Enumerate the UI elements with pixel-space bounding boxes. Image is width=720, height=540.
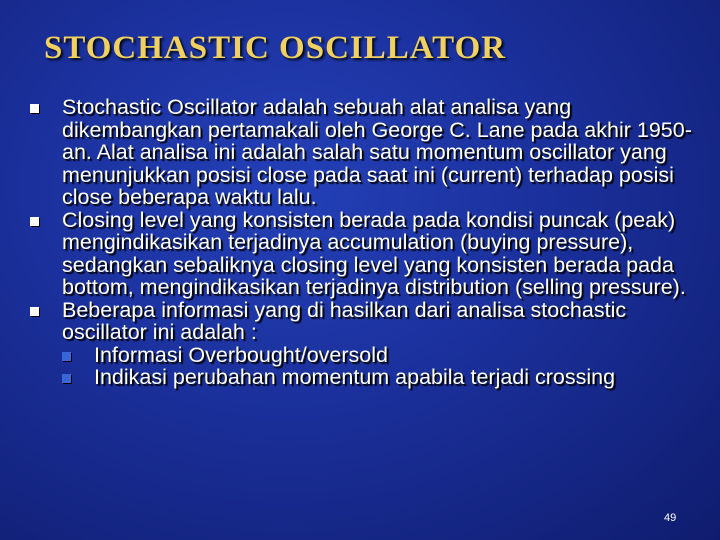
bullet-text-1: Stochastic Oscillator adalah sebuah alat analisa yang dikembangkan pertamakali oleh George C. Lane pada akhir 1950-an. Alat analisa ini adalah salah satu momentum oscillator yang menunjukkan posisi close pada saat ini (current) terhadap posisi close beberapa waktu lalu. (62, 95, 692, 209)
sub-bullet-item-2 (62, 366, 710, 389)
square-bullet-icon (30, 104, 39, 113)
square-bullet-icon (30, 217, 39, 226)
bullet-item-1 (30, 96, 710, 209)
sub-bullet-text-2: Indikasi perubahan momentum apabila terjadi crossing (94, 365, 616, 389)
page-number: 49 (664, 512, 677, 524)
slide-title: STOCHASTIC OSCILLATOR (44, 30, 507, 66)
square-bullet-icon (30, 307, 39, 316)
sub-bullet-text-1: Informasi Overbought/oversold (94, 342, 388, 367)
sub-bullet-list (62, 344, 710, 389)
square-bullet-icon (62, 352, 71, 361)
sub-bullet-item-1 (62, 344, 710, 367)
bullet-item-3 (30, 299, 710, 344)
square-bullet-icon (62, 374, 71, 383)
bullet-text-2: Closing level yang konsisten berada pada kondisi puncak (peak) mengindikasikan terjadinya accumulation (buying pressure), sedangkan sebaliknya closing level yang konsisten berada pada bottom, mengindikasikan terjadinya distribution (selling pressure). (62, 207, 686, 299)
bullet-item-2 (30, 209, 710, 299)
bullet-text-3: Beberapa informasi yang di hasilkan dari analisa stochastic oscillator ini adalah : (62, 297, 627, 344)
slide-content (30, 96, 710, 389)
